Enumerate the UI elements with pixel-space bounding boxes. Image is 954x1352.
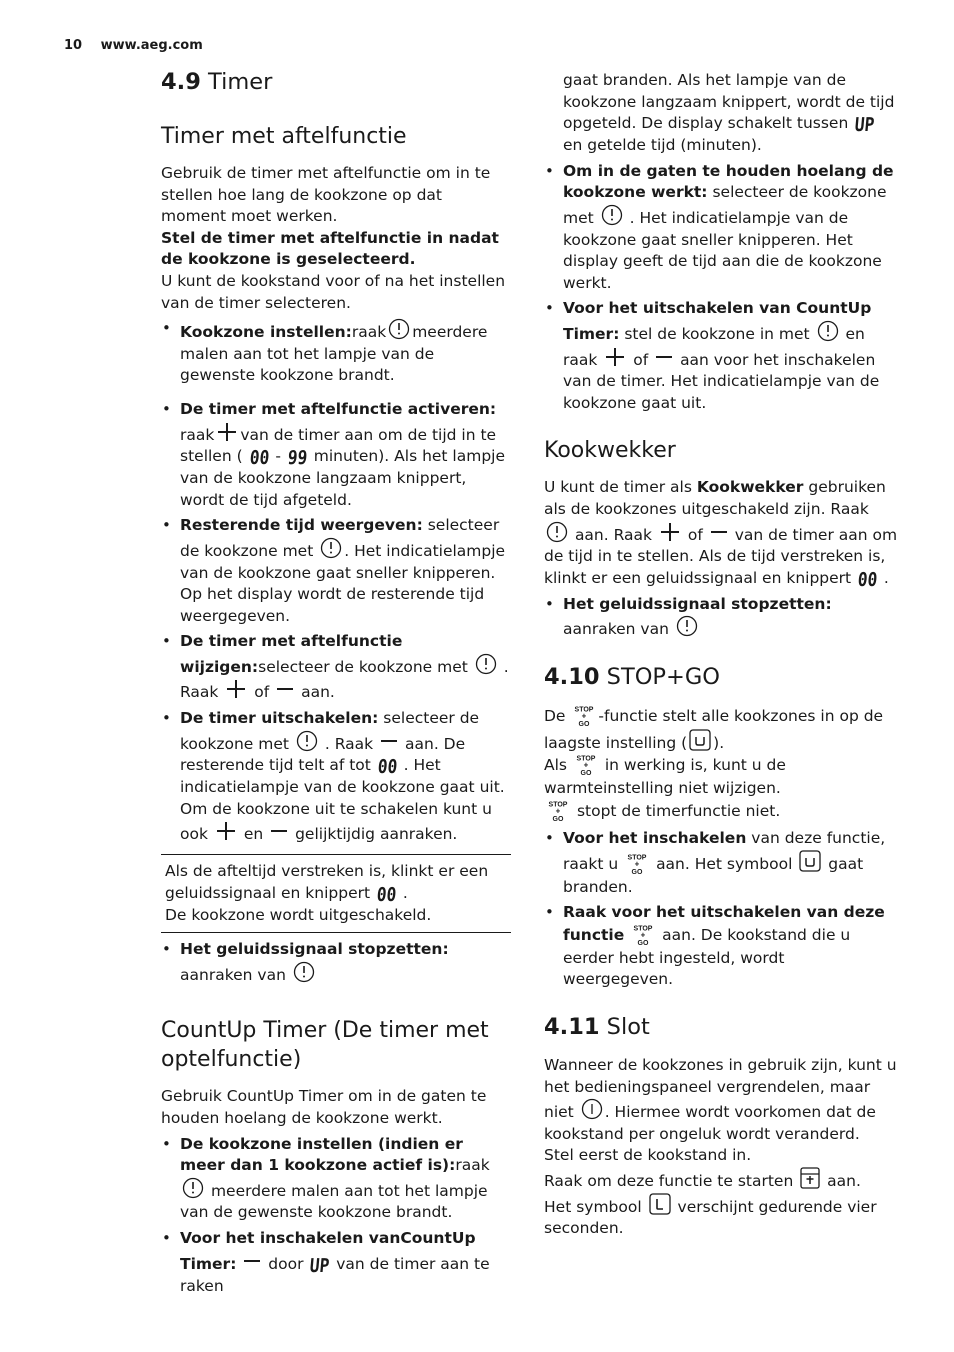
countdown-timer-heading: Timer met aftelfunctie <box>161 124 407 149</box>
timer-icon <box>599 209 625 227</box>
kookwekker-text: U kunt de timer als Kookwekker gebruiken als de kookzones uitgeschakeld zijn. Raak aan. Raak of van de timer aan om de tijd in te stellen. Als de tijd verstreken is, klinkt er een geluidssignaal en knippert 00 . <box>544 478 898 591</box>
minus-icon <box>653 351 675 369</box>
svg-text:+: + <box>583 760 589 770</box>
stopgo-text-3: STOP + GO stopt de timerfunctie niet. <box>544 800 898 824</box>
display-00-icon: 00 <box>248 447 270 470</box>
svg-text:GO: GO <box>580 770 592 778</box>
countdown-intro: Gebruik de timer met aftelfunctie om in te stellen hoe lang de kookzone op dat moment moet werken. <box>161 164 491 226</box>
svg-text:+: + <box>640 930 646 940</box>
countup-timer-heading: CountUp Timer (De timer met optelfunctie) <box>161 1018 489 1073</box>
timer-icon <box>674 620 700 638</box>
section-4-10-heading: 4.10 STOP+GO <box>544 663 720 690</box>
stop-go-icon <box>544 801 572 824</box>
svg-text:STOP: STOP <box>548 801 568 809</box>
svg-text:GO: GO <box>578 720 590 728</box>
lock-text-1: Wanneer de kookzones in gebruik zijn, kunt u het bedieningspaneel vergrendelen, maar niet . Hiermee wordt voorkomen dat de kookstand per ongeluk wordt veranderd. <box>544 1056 897 1143</box>
website-url: www.aeg.com <box>100 38 203 53</box>
svg-text:GO: GO <box>637 939 649 947</box>
timer-icon <box>291 966 317 984</box>
svg-text:GO: GO <box>552 816 564 824</box>
lock-text-3: Raak om deze functie te starten aan. <box>544 1167 898 1193</box>
step-stopgo-off: • Raak voor het uitschakelen van deze functie STOP + GO aan. De kookstand die u eerder hebt ingesteld, wordt weergegeven. <box>544 902 898 991</box>
svg-text:STOP: STOP <box>576 755 596 763</box>
right-column <box>544 70 898 1240</box>
countup-steps-left <box>161 1134 511 1298</box>
minus-icon <box>241 1255 263 1273</box>
plus-icon <box>213 825 239 843</box>
step-select-zone: • Kookzone instellen:raak meerdere malen aan tot het lampje van de gewenste kookzone brandt. <box>161 318 511 387</box>
plus-icon <box>214 426 240 444</box>
low-level-icon <box>687 734 713 752</box>
svg-text:+: + <box>634 859 640 869</box>
low-level-icon <box>797 855 823 873</box>
timer-icon <box>294 735 320 753</box>
kookwekker-steps <box>544 594 898 641</box>
stop-go-icon <box>572 755 600 778</box>
svg-text:+: + <box>555 806 561 816</box>
timer-icon <box>544 526 570 544</box>
countup-intro: Gebruik CountUp Timer om in de gaten te houden hoelang de kookzone werkt. <box>161 1087 487 1127</box>
svg-text:+: + <box>582 711 587 721</box>
page-number: 10 <box>64 38 83 53</box>
plus-icon <box>657 526 683 544</box>
countdown-intro-bold: Stel de timer met aftelfunctie in nadat de kookzone is geselecteerd. <box>161 228 499 269</box>
stopgo-text-1: De STOP + GO -functie stelt alle kookzones in op de laagste instelling ( ). <box>544 706 884 752</box>
display-up-icon: UP <box>853 114 876 137</box>
lock-icon <box>798 1172 822 1190</box>
timer-icon <box>815 325 841 343</box>
lock-text-2: Stel eerst de kookstand in. <box>544 1146 752 1165</box>
stopgo-text-2: Als STOP + GO in werking is, kunt u de warmteinstelling niet wijzigen. <box>544 755 786 798</box>
minus-icon <box>378 735 400 753</box>
step-countup-observe: • Om in de gaten te houden hoelang de kookzone werkt: selecteer de kookzone met . Het indicatielampje van de kookzone gaat sneller knipperen. Het display geeft de tijd aan die de kookzone werkt. <box>544 161 898 295</box>
step-change-countdown: • De timer met aftelfunctie wijzigen:selecteer de kookzone met . Raak of aan. <box>161 631 511 704</box>
kookwekker-heading: Kookwekker <box>544 438 676 464</box>
minus-icon <box>274 683 296 701</box>
section-4-9-heading: 4.9 Timer <box>161 69 273 95</box>
lock-symbol-icon <box>647 1198 673 1216</box>
lock-text-4: Het symbool verschijnt gedurende vier seconden. <box>544 1193 898 1240</box>
step-countup-off: • Voor het uitschakelen van CountUp Timer: stel de kookzone in met en raak of aan voor het inschakelen van de timer. Het indicatielampje van de kookzone gaat uit. <box>544 298 898 414</box>
display-00-icon: 00 <box>856 568 879 591</box>
countdown-steps <box>161 318 511 846</box>
power-icon <box>579 1103 605 1121</box>
display-up-icon: UP <box>309 1254 331 1277</box>
section-4-11-heading: 4.11 Slot <box>544 1014 650 1041</box>
stop-go-icon <box>623 854 651 876</box>
svg-text:STOP: STOP <box>633 925 653 933</box>
svg-text:STOP: STOP <box>574 706 594 714</box>
display-99-icon: 99 <box>286 447 309 470</box>
display-00-icon: 00 <box>375 883 398 906</box>
timer-icon <box>386 323 412 341</box>
step-timer-off: • De timer uitschakelen: selecteer de kookzone met . Raak aan. De resterende tijd telt af tot 00 . Het indicatielampje van de kookzone gaat uit. Om de kookzone uit te schakelen kunt u ook en gelijktijdig aanraken. <box>161 708 511 846</box>
step-stop-signal: • Het geluidssignaal stopzetten: aanraken van <box>161 939 511 986</box>
step-countup-select-zone: • De kookzone instellen (indien er meer dan 1 kookzone actief is):raak meerdere malen aan tot het lampje van de gewenste kookzone brandt. <box>161 1134 511 1224</box>
countdown-note: Als de afteltijd verstreken is, klinkt er een geluidssignaal en knippert 00 . De kookzone wordt uitgeschakeld. <box>161 854 511 933</box>
page-header <box>64 38 203 53</box>
stop-go-icon <box>629 925 657 947</box>
svg-text:GO: GO <box>631 868 643 876</box>
left-column <box>161 68 511 1301</box>
timer-icon <box>473 658 499 676</box>
timer-icon <box>318 542 344 560</box>
svg-text:STOP: STOP <box>627 854 647 862</box>
countup-steps-right <box>544 161 898 415</box>
plus-icon <box>223 683 249 701</box>
plus-icon <box>602 351 628 369</box>
minus-icon <box>268 825 290 843</box>
step-show-remaining: • Resterende tijd weergeven: selecteer de kookzone met . Het indicatielampje van de kookzone gaat sneller knipperen. Op het display wordt de resterende tijd weergegeven. <box>161 515 511 627</box>
step-countup-on: • Voor het inschakelen vanCountUp Timer: door UP van de timer aan te raken <box>161 1228 511 1297</box>
stopgo-steps <box>544 828 898 991</box>
step-kookwekker-stop: • Het geluidssignaal stopzetten: aanraken van <box>544 594 898 641</box>
step-activate-countdown: • De timer met aftelfunctie activeren: raak van de timer aan om de tijd in te stellen ( 00 - 99 minuten). Als het lampje van de kookzone langzaam knippert, wordt de tijd afgeteld. <box>161 399 511 511</box>
countdown-intro-after: U kunt de kookstand voor of na het instellen van de timer selecteren. <box>161 271 506 312</box>
minus-icon <box>708 526 730 544</box>
stop-go-icon <box>570 706 598 728</box>
step-stopgo-on: • Voor het inschakelen van deze functie, raakt u STOP + GO aan. Het symbool gaat branden. <box>544 828 898 898</box>
countdown-signal-steps <box>161 939 511 986</box>
countup-on-continued: gaat branden. Als het lampje van de kookzone langzaam knippert, wordt de tijd opgeteld. De display schakelt tussen UP en getelde tijd (minuten). <box>563 71 895 155</box>
display-00-icon: 00 <box>376 756 398 779</box>
timer-icon <box>180 1182 206 1200</box>
